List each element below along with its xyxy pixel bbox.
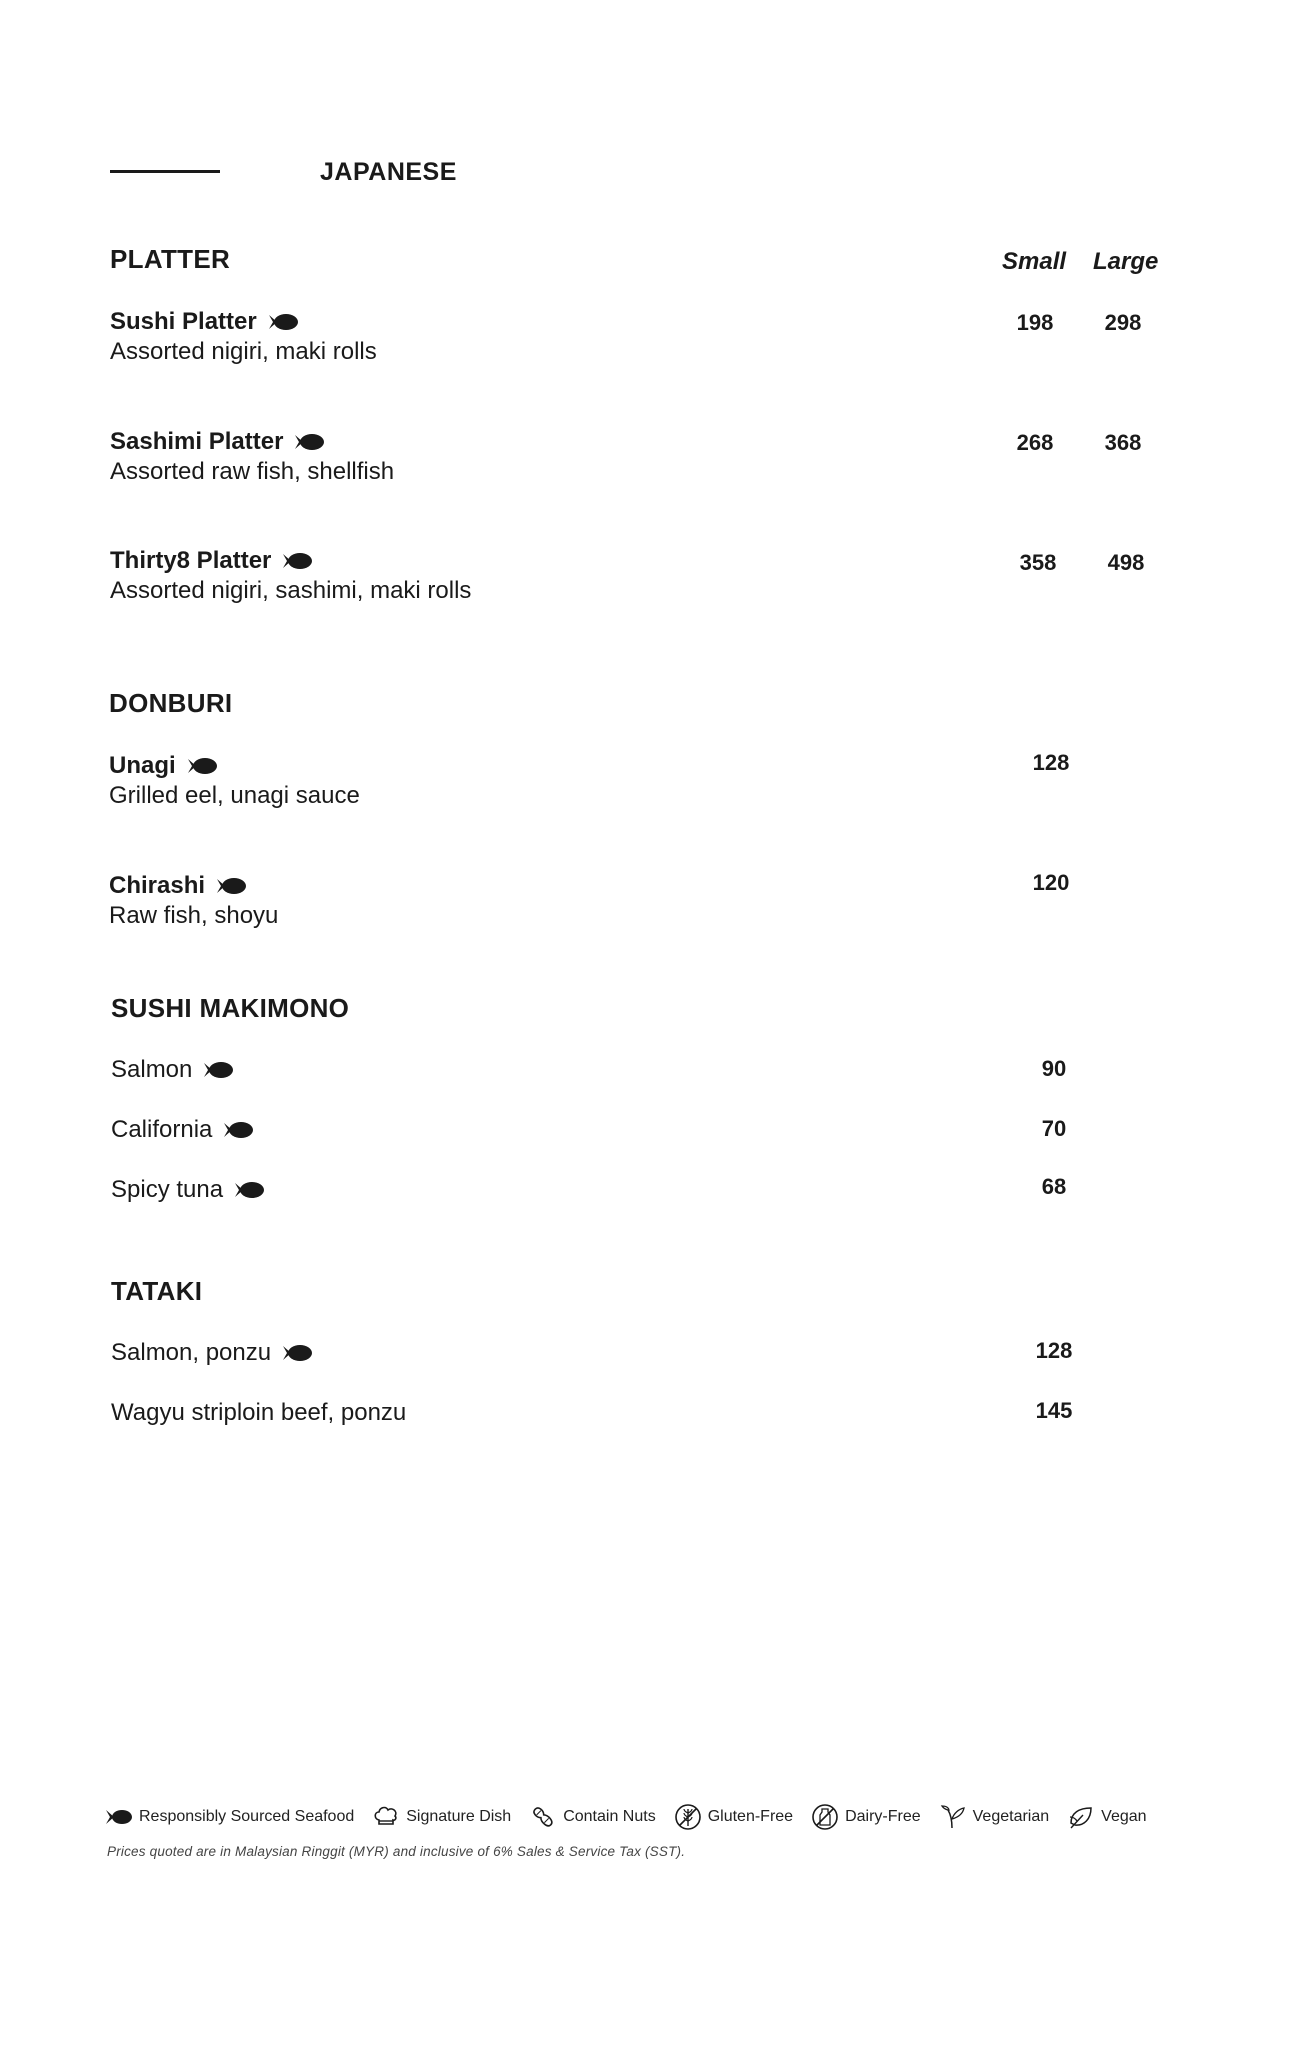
item-name: Chirashi: [109, 872, 206, 899]
fish-icon: [105, 1803, 133, 1831]
fish-icon: [186, 756, 218, 776]
price: 90: [1041, 1056, 1067, 1081]
legend-label: Responsibly Sourced Seafood: [139, 1808, 355, 1825]
item-description: Raw fish, shoyu: [109, 902, 279, 929]
menu-item-sushi-platter: [110, 308, 299, 336]
fish-icon: [233, 1180, 265, 1200]
legend-label: Gluten-Free: [707, 1808, 794, 1825]
legend-item-dairy-free: [811, 1803, 921, 1831]
legend-item-gluten-free: [674, 1803, 793, 1831]
menu-item-wagyu-tataki: [111, 1399, 406, 1427]
fish-icon: [202, 1060, 234, 1080]
price: 68: [1041, 1174, 1067, 1199]
column-head-large: Large: [1093, 248, 1159, 275]
sprout-icon: [939, 1803, 967, 1831]
leaf-icon: [1067, 1803, 1095, 1831]
fish-icon: [281, 551, 313, 571]
price: 128: [1032, 750, 1070, 775]
fish-icon: [293, 432, 325, 452]
menu-item-thirty8-platter: [110, 547, 313, 575]
chef-hat-icon: [372, 1803, 400, 1831]
legend-item-vegetarian: [939, 1803, 1050, 1831]
legend-label: Vegan: [1101, 1808, 1147, 1825]
price-large: 368: [1104, 430, 1142, 455]
item-name: Unagi: [109, 752, 176, 779]
item-name: Thirty8 Platter: [110, 547, 272, 574]
section-title-tataki: TATAKI: [111, 1276, 203, 1306]
fish-icon: [215, 876, 247, 896]
price: 145: [1035, 1398, 1073, 1423]
milk-crossed-icon: [811, 1803, 839, 1831]
section-title-donburi: DONBURI: [109, 688, 233, 718]
price-small: 268: [1016, 430, 1054, 455]
menu-item-spicy-tuna-maki: [111, 1176, 265, 1204]
page-title: JAPANESE: [320, 158, 457, 186]
legend-item-signature: [372, 1803, 511, 1831]
legend-label: Signature Dish: [406, 1808, 512, 1825]
price: 70: [1041, 1116, 1067, 1141]
section-title-sushi-makimono: SUSHI MAKIMONO: [111, 993, 350, 1023]
fish-icon: [267, 312, 299, 332]
legend-item-vegan: [1067, 1803, 1146, 1831]
price-small: 358: [1019, 550, 1057, 575]
item-name: Salmon: [111, 1056, 193, 1083]
menu-item-unagi: [109, 752, 218, 780]
item-name: Wagyu striploin beef, ponzu: [111, 1399, 407, 1426]
wheat-crossed-icon: [674, 1803, 702, 1831]
price-footnote: Prices quoted are in Malaysian Ringgit (MYR) and inclusive of 6% Sales & Service Tax (SST).: [107, 1844, 686, 1859]
menu-item-sashimi-platter: [110, 428, 325, 456]
column-head-small: Small: [1002, 248, 1067, 275]
price-small: 198: [1016, 310, 1054, 335]
section-title-platter: PLATTER: [110, 244, 231, 274]
header-rule: [110, 170, 220, 173]
price: 120: [1032, 870, 1070, 895]
legend-label: Contain Nuts: [563, 1808, 656, 1825]
price-large: 298: [1104, 310, 1142, 335]
menu-item-california-maki: [111, 1116, 254, 1144]
item-name: California: [111, 1116, 213, 1143]
item-description: Assorted nigiri, sashimi, maki rolls: [110, 577, 472, 604]
menu-item-salmon-tataki: [111, 1339, 313, 1367]
item-name: Spicy tuna: [111, 1176, 224, 1203]
item-description: Assorted nigiri, maki rolls: [110, 338, 377, 365]
item-description: Grilled eel, unagi sauce: [109, 782, 360, 809]
item-name: Salmon, ponzu: [111, 1339, 272, 1366]
price-large: 498: [1107, 550, 1145, 575]
legend-item-nuts: [529, 1803, 656, 1831]
item-name: Sushi Platter: [110, 308, 257, 335]
legend-label: Dairy-Free: [845, 1808, 921, 1825]
dietary-legend: [105, 1803, 1147, 1831]
item-description: Assorted raw fish, shellfish: [110, 458, 395, 485]
price: 128: [1035, 1338, 1073, 1363]
legend-label: Vegetarian: [972, 1808, 1050, 1825]
menu-item-salmon-maki: [111, 1056, 234, 1084]
peanut-icon: [529, 1803, 557, 1831]
menu-item-chirashi: [109, 872, 247, 900]
fish-icon: [222, 1120, 254, 1140]
item-name: Sashimi Platter: [110, 428, 284, 455]
legend-item-seafood: [105, 1803, 354, 1831]
fish-icon: [281, 1343, 313, 1363]
